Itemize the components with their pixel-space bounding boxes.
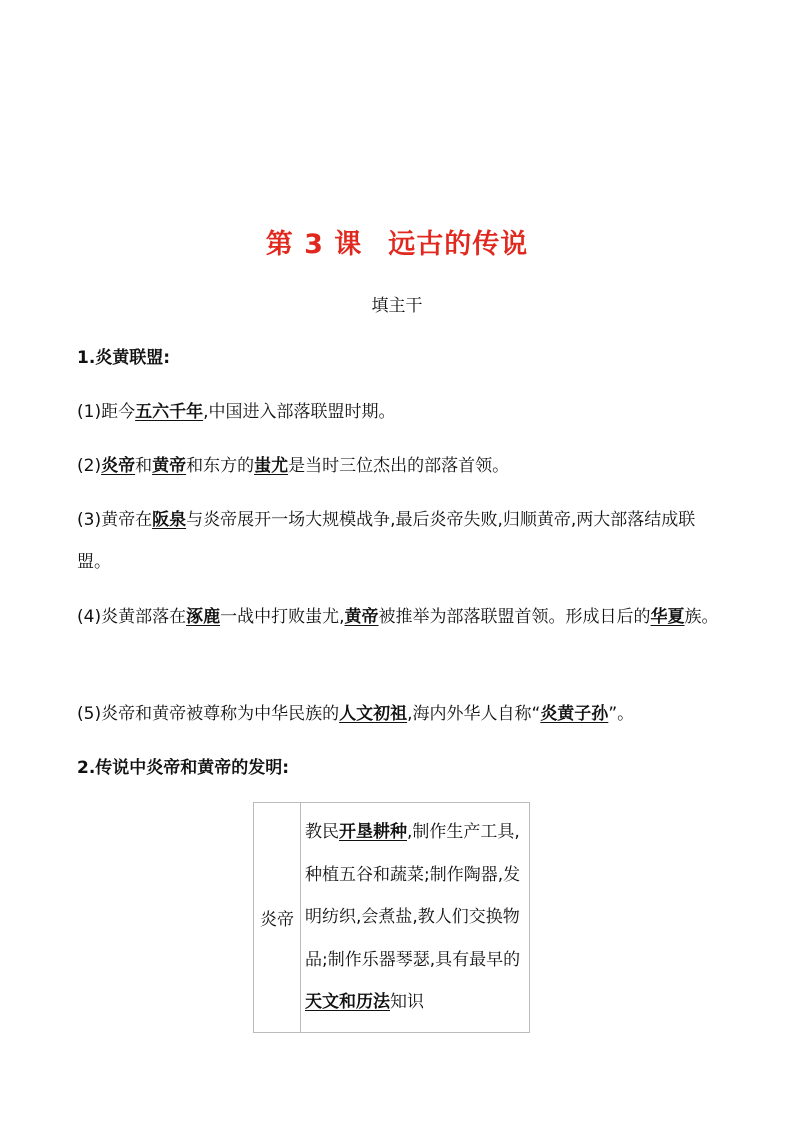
person-cell: 炎帝	[254, 803, 301, 1033]
item-text: 和	[135, 456, 153, 476]
lesson-name: 远古的传说	[388, 229, 529, 260]
item-text: (4)炎黄部落在	[77, 607, 187, 627]
lesson-number: 第 3 课	[265, 229, 363, 260]
answer-blank: 炎黄子孙	[540, 704, 609, 724]
cell-text: ,制作生产工具,种植五谷和蔬菜;制作陶器,发明纺织,会煮盐,教人们交换物品;制作乐器琴瑟,具有最早的	[305, 822, 521, 970]
item-text: (3)黄帝在	[77, 510, 153, 530]
section2-heading: 2.传说中炎帝和黄帝的发明:	[77, 758, 290, 778]
item-text: 族。	[684, 607, 719, 627]
answer-blank: 五六千年	[135, 402, 204, 422]
item-text: 是当时三位杰出的部落首领。	[288, 456, 510, 476]
cell-text: 知识	[390, 992, 424, 1012]
answer-blank: 涿鹿	[186, 607, 221, 627]
inventions-cell	[301, 803, 530, 1033]
item-3	[77, 499, 722, 583]
item-2	[77, 445, 722, 487]
item-text: 和东方的	[186, 456, 255, 476]
answer-blank: 华夏	[650, 607, 685, 627]
item-text: 与炎帝展开一场大规模战争,最后炎帝失败,归顺黄帝,两大部落结成联盟。	[77, 510, 696, 572]
answer-blank: 阪泉	[152, 510, 187, 530]
item-1	[77, 391, 722, 433]
answer-blank: 天文和历法	[305, 992, 390, 1012]
item-text: (5)炎帝和黄帝被尊称为中华民族的	[77, 704, 340, 724]
cell-text: 教民	[305, 822, 339, 842]
answer-blank: 蚩尤	[254, 456, 289, 476]
subtitle: 填主干	[371, 296, 423, 316]
item-text: (1)距今	[77, 402, 136, 422]
answer-blank: 黄帝	[152, 456, 187, 476]
table-row	[254, 803, 530, 1033]
answer-blank: 人文初祖	[339, 704, 408, 724]
item-text: (2)	[77, 456, 102, 476]
page-title	[0, 222, 794, 261]
item-text: ,海内外华人自称“	[407, 704, 541, 724]
item-4	[77, 596, 722, 638]
item-text: 一战中打败蚩尤,	[220, 607, 345, 627]
answer-blank: 黄帝	[344, 607, 379, 627]
answer-blank: 开垦耕种	[339, 822, 407, 842]
item-text: ,中国进入部落联盟时期。	[203, 402, 396, 422]
answer-blank: 炎帝	[101, 456, 136, 476]
inventions-table	[253, 802, 530, 1033]
item-5	[77, 693, 722, 735]
item-text: 被推举为部落联盟首领。形成日后的	[378, 607, 651, 627]
section1-heading: 1.炎黄联盟:	[77, 348, 171, 368]
item-text: ”。	[608, 704, 635, 724]
